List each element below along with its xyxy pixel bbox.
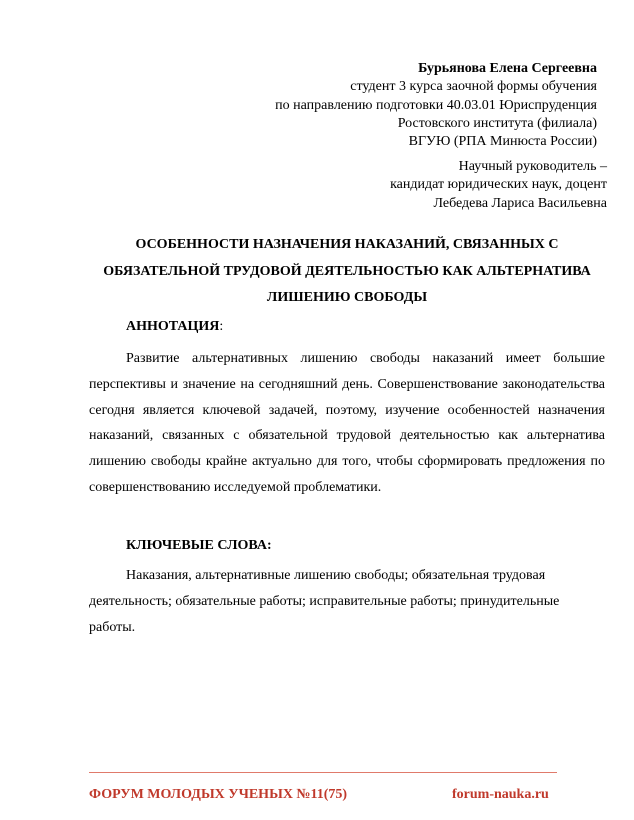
author-info-line: по направлению подготовки 40.03.01 Юриспруденция <box>275 97 597 113</box>
supervisor-block <box>390 158 607 213</box>
keywords-text: Наказания, альтернативные лишению свободы; обязательная трудовая деятельность; обязательные работы; исправительные работы; принудительные работы. <box>89 568 560 635</box>
annotation-text: Развитие альтернативных лишению свободы наказаний имеет большие перспективы и значение на сегодняшний день. Совершенствование законодательства сегодня является ключевой задачей, поэтому, изучение особенностей назначения наказаний, связанных с обязательной трудовой деятельностью как альтернатива лишению свободы крайне актуально для того, чтобы сформировать предложения по совершенствованию исследуемой проблематики. <box>89 351 605 495</box>
annotation-heading-text: АННОТАЦИЯ <box>126 319 220 334</box>
author-info-line: Ростовского института (филиала) <box>397 115 597 131</box>
annotation-heading <box>126 318 223 336</box>
footer-site-link[interactable]: forum-nauka.ru <box>452 787 549 802</box>
article-title: ОСОБЕННОСТИ НАЗНАЧЕНИЯ НАКАЗАНИЙ, СВЯЗАННЫХ С ОБЯЗАТЕЛЬНОЙ ТРУДОВОЙ ДЕЯТЕЛЬНОСТЬЮ КАК АЛЬТЕРНАТИВА ЛИШЕНИЮ СВОБОДЫ <box>103 237 591 305</box>
author-info-line: студент 3 курса заочной формы обучения <box>350 79 597 95</box>
supervisor-line: Научный руководитель – <box>458 159 607 174</box>
footer-journal-name: ФОРУМ МОЛОДЫХ УЧЕНЫХ №11(75) <box>89 787 348 802</box>
author-info-line: ВГУЮ (РПА Минюста России) <box>408 134 597 150</box>
keywords-heading: КЛЮЧЕВЫЕ СЛОВА: <box>126 538 272 553</box>
author-block <box>275 60 597 151</box>
supervisor-line: Лебедева Лариса Васильевна <box>433 195 607 211</box>
author-name: Бурьянова Елена Сергеевна <box>418 61 597 76</box>
annotation-heading-colon: : <box>219 319 224 334</box>
supervisor-line: кандидат юридических наук, доцент <box>390 177 607 193</box>
footer-divider <box>89 772 557 773</box>
